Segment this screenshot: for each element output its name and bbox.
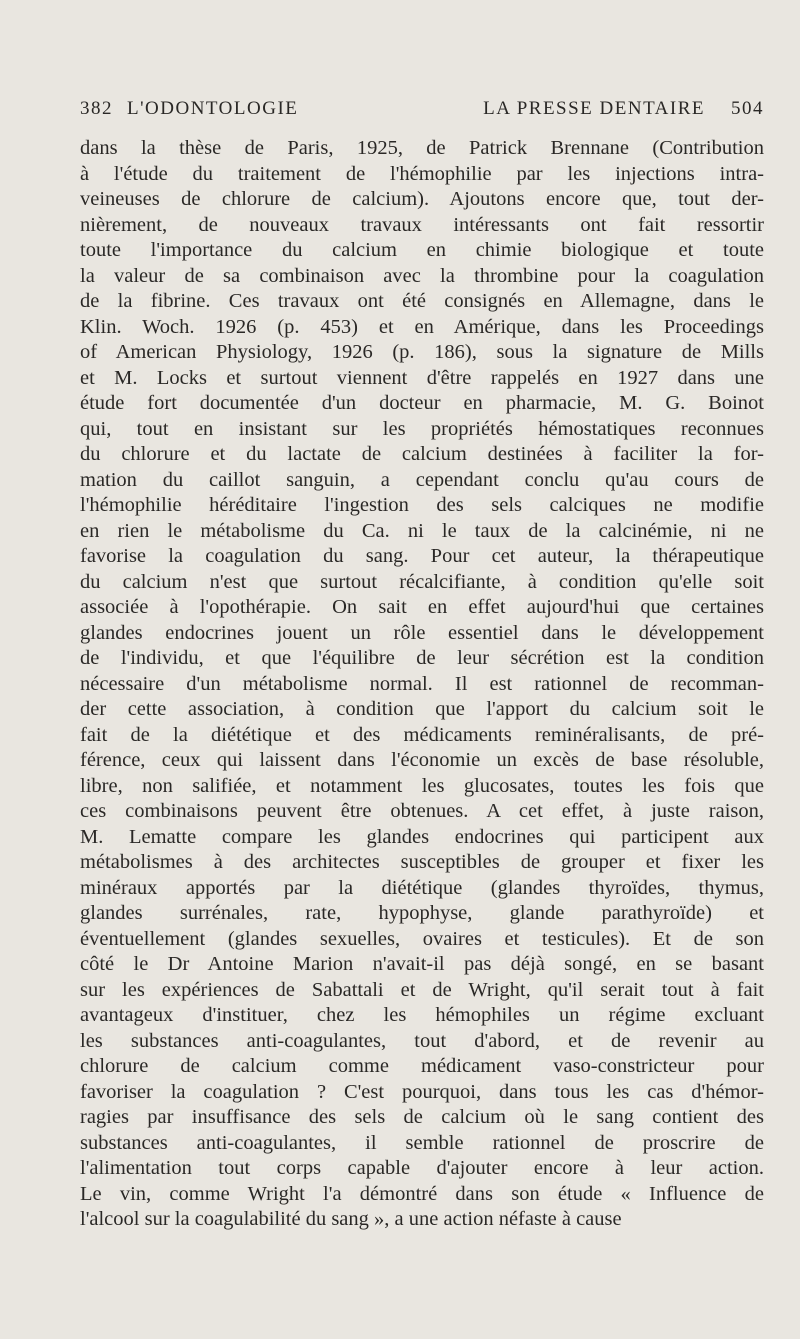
text-line: sur les expériences de Sabattali et de Wright, qu'il serait tout à fait [80, 978, 764, 1001]
text-line: nièrement, de nouveaux travaux intéressants ont fait ressortir [80, 213, 764, 236]
text-line: du calcium n'est que surtout récalcifiante, à condition qu'elle soit [80, 570, 764, 593]
text-line: éventuellement (glandes sexuelles, ovaires et testicules). Et de son [80, 927, 764, 950]
text-line: libre, non salifiée, et notamment les glucosates, toutes les fois que [80, 774, 764, 797]
text-line: de l'individu, et que l'équilibre de leur sécrétion est la condition [80, 647, 764, 669]
text-line: en rien le métabolisme du Ca. ni le taux de la calcinémie, ni ne [80, 519, 764, 542]
text-line: minéraux apportés par la diététique (glandes thyroïdes, thymus, [80, 876, 764, 899]
text-line: mation du caillot sanguin, a cependant conclu qu'au cours de [80, 468, 764, 491]
journal-title-right: LA PRESSE DENTAIRE [483, 98, 705, 119]
text-line: toute l'importance du calcium en chimie biologique et toute [80, 239, 764, 261]
page-number-right: 504 [731, 98, 764, 119]
text-line: Le vin, comme Wright l'a démontré dans son étude « Influence de [80, 1182, 764, 1205]
journal-title-left: L'ODONTOLOGIE [127, 98, 299, 119]
text-line: la valeur de sa combinaison avec la thrombine pour la coagulation [80, 264, 764, 287]
text-line: associée à l'opothérapie. On sait en effet aujourd'hui que certaines [80, 596, 764, 618]
text-line: férence, ceux qui laissent dans l'économie un excès de base résoluble, [80, 749, 764, 771]
text-line: of American Physiology, 1926 (p. 186), sous la signature de Mills [80, 341, 764, 363]
text-line: l'alimentation tout corps capable d'ajouter encore à leur action. [80, 1157, 764, 1179]
text-line: Klin. Woch. 1926 (p. 453) et en Amérique, dans les Proceedings [80, 315, 764, 338]
text-line: l'hémophilie héréditaire l'ingestion des sels calciques ne modifie [80, 494, 764, 516]
text-line: métabolismes à des architectes susceptibles de grouper et fixer les [80, 851, 764, 873]
text-line: avantageux d'instituer, chez les hémophiles un régime excluant [80, 1004, 764, 1026]
text-line: étude fort documentée d'un docteur en pharmacie, M. G. Boinot [80, 392, 764, 414]
text-line: glandes surrénales, rate, hypophyse, glande parathyroïde) et [80, 902, 764, 924]
text-line: glandes endocrines jouent un rôle essentiel dans le développement [80, 621, 764, 644]
text-line: de la fibrine. Ces travaux ont été consignés en Allemagne, dans le [80, 290, 764, 312]
text-line: chlorure de calcium comme médicament vaso-constricteur pour [80, 1055, 764, 1077]
text-line: qui, tout en insistant sur les propriétés hémostatiques reconnues [80, 417, 764, 440]
text-line: du chlorure et du lactate de calcium destinées à faciliter la for- [80, 443, 764, 465]
text-line: M. Lematte compare les glandes endocrines qui participent aux [80, 825, 764, 848]
text-line: les substances anti-coagulantes, tout d'abord, et de revenir au [80, 1029, 764, 1052]
text-line: ragies par insuffisance des sels de calcium où le sang contient des [80, 1106, 764, 1128]
page-number-left: 382 [80, 98, 113, 119]
text-line: l'alcool sur la coagulabilité du sang », a une action néfaste à cause [80, 1208, 622, 1230]
text-line: ces combinaisons peuvent être obtenues. A cet effet, à juste raison, [80, 800, 764, 822]
text-line: substances anti-coagulantes, il semble rationnel de proscrire de [80, 1131, 764, 1154]
text-line: fait de la diététique et des médicaments reminéralisants, de pré- [80, 723, 764, 746]
text-line: nécessaire d'un métabolisme normal. Il est rationnel de recomman- [80, 672, 764, 695]
text-line: veineuses de chlorure de calcium). Ajoutons encore que, tout der- [80, 188, 764, 210]
body-text [80, 136, 764, 1233]
text-line: dans la thèse de Paris, 1925, de Patrick Brennane (Contribution [80, 137, 764, 159]
text-line: côté le Dr Antoine Marion n'avait-il pas déjà songé, en se basant [80, 953, 764, 975]
text-line: favoriser la coagulation ? C'est pourquoi, dans tous les cas d'hémor- [80, 1080, 764, 1103]
text-line: favorise la coagulation du sang. Pour cet auteur, la thérapeutique [80, 545, 764, 567]
text-line: der cette association, à condition que l'apport du calcium soit le [80, 698, 764, 720]
text-line: et M. Locks et surtout viennent d'être rappelés en 1927 dans une [80, 366, 764, 389]
text-line: à l'étude du traitement de l'hémophilie par les injections intra- [80, 162, 764, 185]
